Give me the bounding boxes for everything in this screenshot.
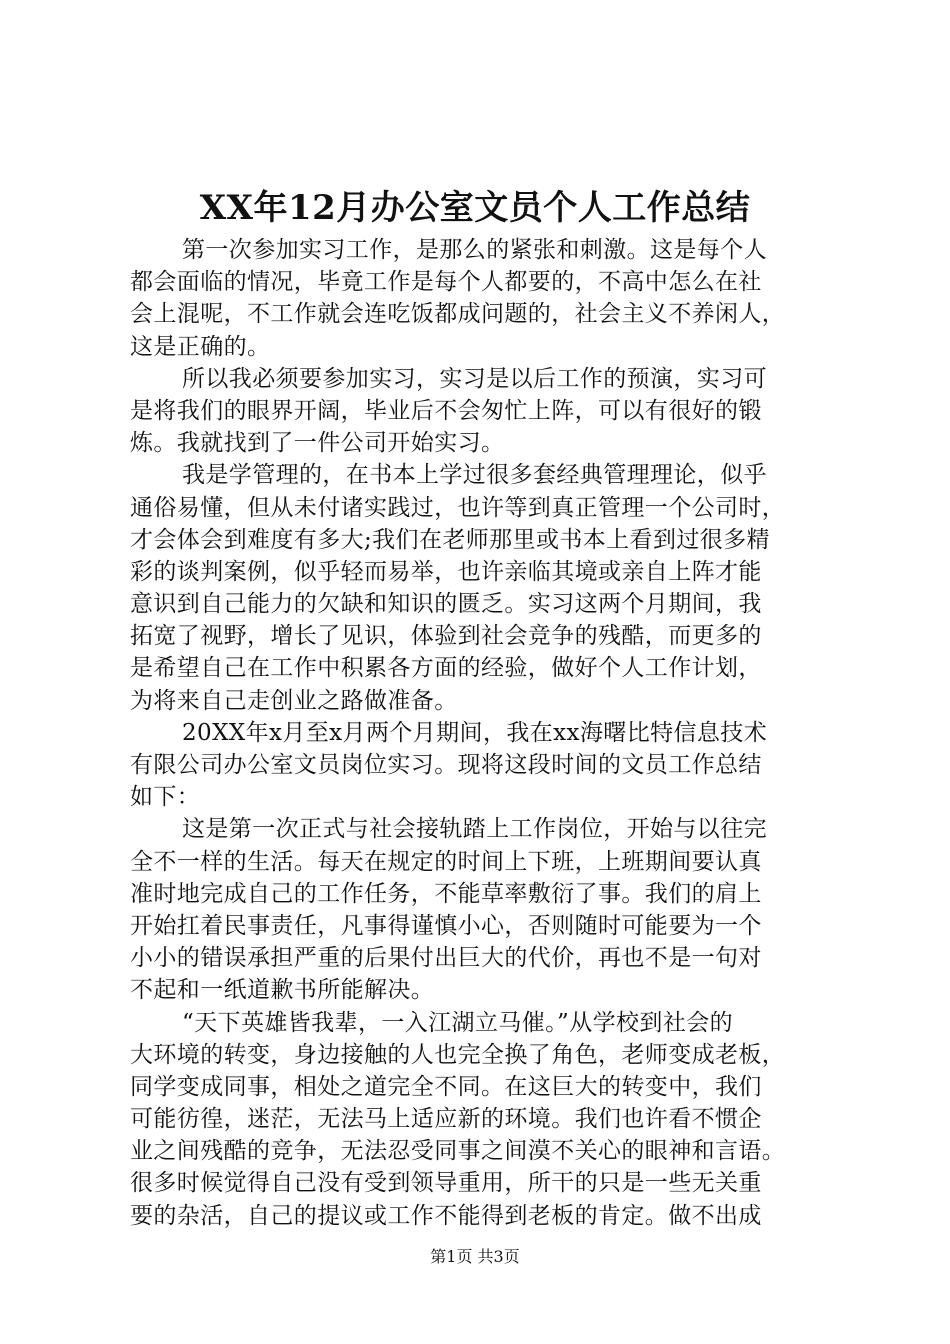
page-number-footer: 第1页 共3页 bbox=[430, 1247, 520, 1266]
paragraph-1-line-2: 都会面临的情况，毕竟工作是每个人都要的，不高中怎么在社 bbox=[130, 269, 762, 296]
paragraph-6-line-1: “天下英雄皆我辈，一入江湖立马催。”从学校到社会的 bbox=[182, 1009, 734, 1036]
paragraph-5-line-4: 开始扛着民事责任，凡事得谨慎小心，否则随时可能要为一个 bbox=[130, 912, 762, 939]
paragraph-5-line-2: 全不一样的生活。每天在规定的时间上下班，上班期间要认真 bbox=[130, 848, 762, 875]
paragraph-6-line-3: 同学变成同事，相处之道完全不同。在这巨大的转变中，我们 bbox=[130, 1073, 762, 1100]
paragraph-5-line-1: 这是第一次正式与社会接轨踏上工作岗位，开始与以往完 bbox=[182, 816, 767, 843]
paragraph-6-line-7: 要的杂活，自己的提议或工作不能得到老板的肯定。做不出成 bbox=[130, 1202, 762, 1229]
paragraph-4-line-2: 有限公司办公室文员岗位实习。现将这段时间的文员工作总结 bbox=[130, 752, 762, 778]
paragraph-3-line-2: 通俗易懂，但从未付诸实践过，也许等到真正管理一个公司时， bbox=[130, 494, 786, 521]
paragraph-2-line-2: 是将我们的眼界开阔，毕业后不会匆忙上阵，可以有很好的锻 bbox=[130, 397, 762, 424]
paragraph-6-line-4: 可能彷徨，迷茫，无法马上适应新的环境。我们也许看不惯企 bbox=[130, 1106, 762, 1133]
paragraph-6-line-2: 大环境的转变，身边接触的人也完全换了角色，老师变成老板， bbox=[130, 1041, 786, 1068]
paragraph-3-line-3: 才会体会到难度有多大;我们在老师那里或书本上看到过很多精 bbox=[130, 526, 770, 553]
paragraph-4-line-1: 20XX年x月至x月两个月期间，我在xx海曙比特信息技术 bbox=[182, 719, 768, 746]
paragraph-5-line-6: 不起和一纸道歉书所能解决。 bbox=[130, 977, 435, 1004]
paragraph-4-line-3: 如下： bbox=[130, 784, 201, 811]
document-body bbox=[130, 234, 830, 1232]
paragraph-2-line-1: 所以我必须要参加实习，实习是以后工作的预演，实习可 bbox=[182, 365, 767, 392]
paragraph-5-line-5: 小小的错误承担严重的后果付出巨大的代价，再也不是一句对 bbox=[130, 945, 762, 972]
paragraph-3-line-4: 彩的谈判案例，似乎轻而易举，也许亲临其境或亲自上阵才能 bbox=[130, 558, 762, 585]
paragraph-5-line-3: 准时地完成自己的工作任务，不能草率敷衍了事。我们的肩上 bbox=[130, 880, 762, 907]
paragraph-6-line-5: 业之间残酷的竞争，无法忍受同事之间漠不关心的眼神和言语。 bbox=[130, 1138, 786, 1165]
paragraph-1-line-4: 这是正确的。 bbox=[130, 333, 271, 360]
document-title: XX年12月办公室文员个人工作总结 bbox=[199, 188, 751, 228]
paragraph-2-line-3: 炼。我就找到了一件公司开始实习。 bbox=[130, 430, 505, 457]
paragraph-3-line-5: 意识到自己能力的欠缺和知识的匮乏。实习这两个月期间，我 bbox=[130, 591, 762, 618]
paragraph-3-line-1: 我是学管理的，在书本上学过很多套经典管理理论，似乎 bbox=[182, 462, 767, 489]
paragraph-3-line-6: 拓宽了视野，增长了见识，体验到社会竞争的残酷，而更多的 bbox=[130, 623, 762, 650]
paragraph-1-line-3: 会上混呢，不工作就会连吃饭都成问题的，社会主义不养闲人， bbox=[130, 301, 786, 328]
paragraph-3-line-7: 是希望自己在工作中积累各方面的经验，做好个人工作计划， bbox=[130, 655, 762, 682]
paragraph-6-line-6: 很多时候觉得自己没有受到领导重用，所干的只是一些无关重 bbox=[130, 1170, 762, 1197]
paragraph-1-line-1: 第一次参加实习工作，是那么的紧张和刺激。这是每个人 bbox=[182, 237, 767, 263]
paragraph-3-line-8: 为将来自己走创业之路做准备。 bbox=[130, 687, 458, 714]
